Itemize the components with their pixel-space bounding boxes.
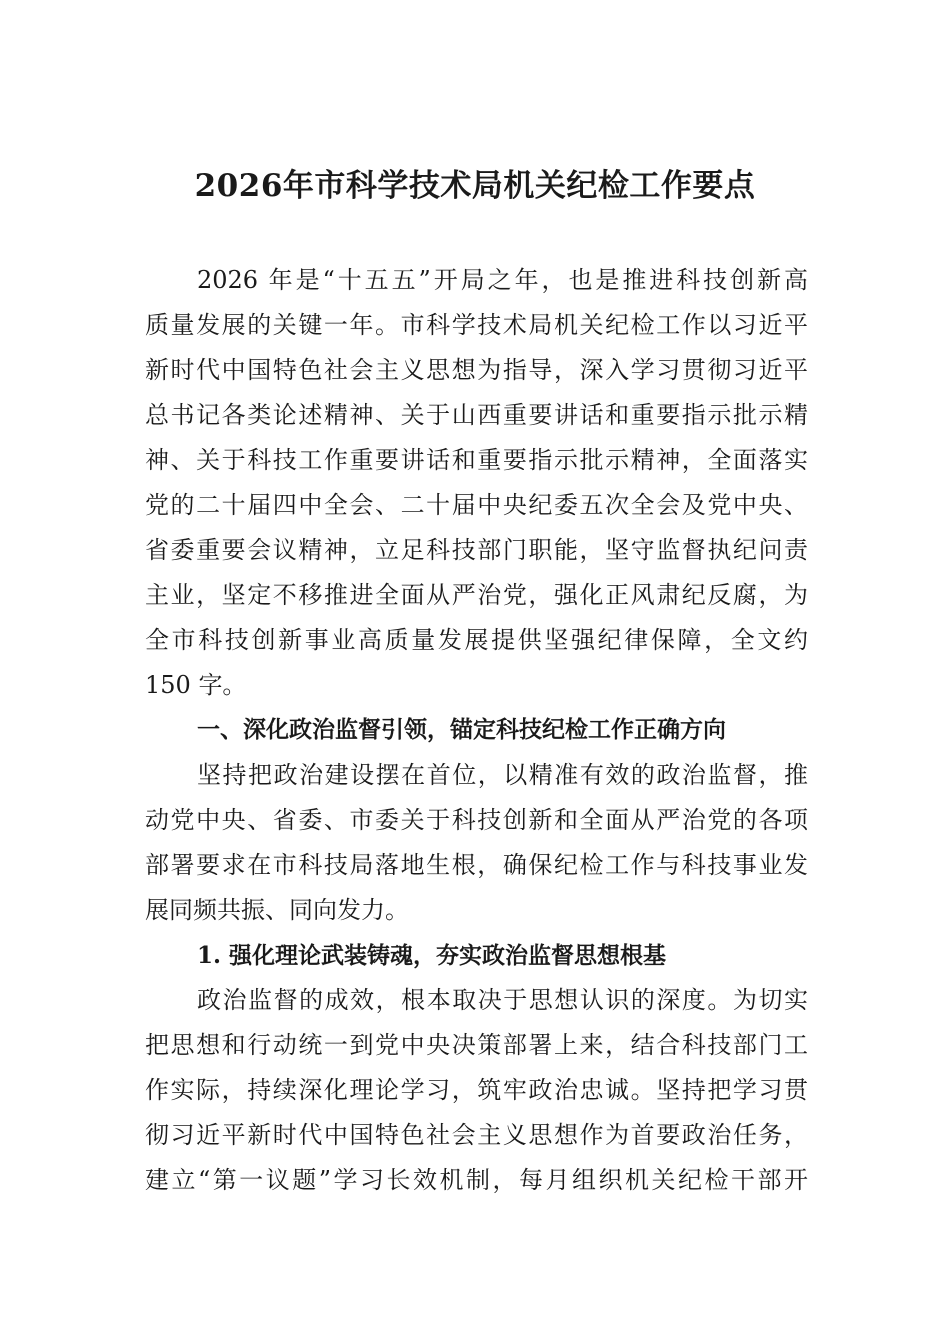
document-body — [145, 258, 808, 1203]
paragraph-line: 政治监督的成效，根本取决于思想认识的深度。为切实 — [197, 986, 808, 1014]
paragraph-line: 全市科技创新事业高质量发展提供坚强纪律保障，全文约 — [145, 626, 808, 654]
paragraph-line: 坚持把政治建设摆在首位，以精准有效的政治监督，推 — [197, 761, 808, 789]
paragraph-line: 彻习近平新时代中国特色社会主义思想作为首要政治任务， — [145, 1121, 808, 1149]
paragraph-line: 2026 年是“十五五”开局之年，也是推进科技创新高 — [197, 266, 808, 294]
paragraph-line: 动党中央、省委、市委关于科技创新和全面从严治党的各项 — [145, 806, 808, 834]
paragraph-line: 主业，坚定不移推进全面从严治党，强化正风肃纪反腐，为 — [145, 581, 808, 609]
paragraph-line: 神、关于科技工作重要讲话和重要指示批示精神，全面落实 — [145, 446, 808, 474]
paragraph-line: 作实际，持续深化理论学习，筑牢政治忠诚。坚持把学习贯 — [145, 1076, 808, 1104]
paragraph-line: 把思想和行动统一到党中央决策部署上来，结合科技部门工 — [145, 1031, 808, 1059]
document-title: 2026年市科学技术局机关纪检工作要点 — [194, 168, 756, 204]
paragraph-line: 150 字。 — [145, 671, 247, 699]
paragraph-line: 总书记各类论述精神、关于山西重要讲话和重要指示批示精 — [145, 401, 808, 429]
paragraph-line: 展同频共振、同向发力。 — [145, 896, 409, 924]
paragraph-line: 省委重要会议精神，立足科技部门职能，坚守监督执纪问责 — [145, 536, 808, 564]
section-heading: 一、深化政治监督引领，锚定科技纪检工作正确方向 — [197, 717, 726, 743]
paragraph-line: 质量发展的关键一年。市科学技术局机关纪检工作以习近平 — [145, 311, 808, 339]
paragraph-line: 建立“第一议题”学习长效机制，每月组织机关纪检干部开 — [145, 1166, 808, 1194]
subsection-heading: 1. 强化理论武装铸魂，夯实政治监督思想根基 — [197, 942, 667, 969]
paragraph-line: 党的二十届四中全会、二十届中央纪委五次全会及党中央、 — [145, 491, 808, 519]
paragraph-line: 新时代中国特色社会主义思想为指导，深入学习贯彻习近平 — [145, 356, 808, 384]
paragraph-line: 部署要求在市科技局落地生根，确保纪检工作与科技事业发 — [145, 851, 808, 879]
